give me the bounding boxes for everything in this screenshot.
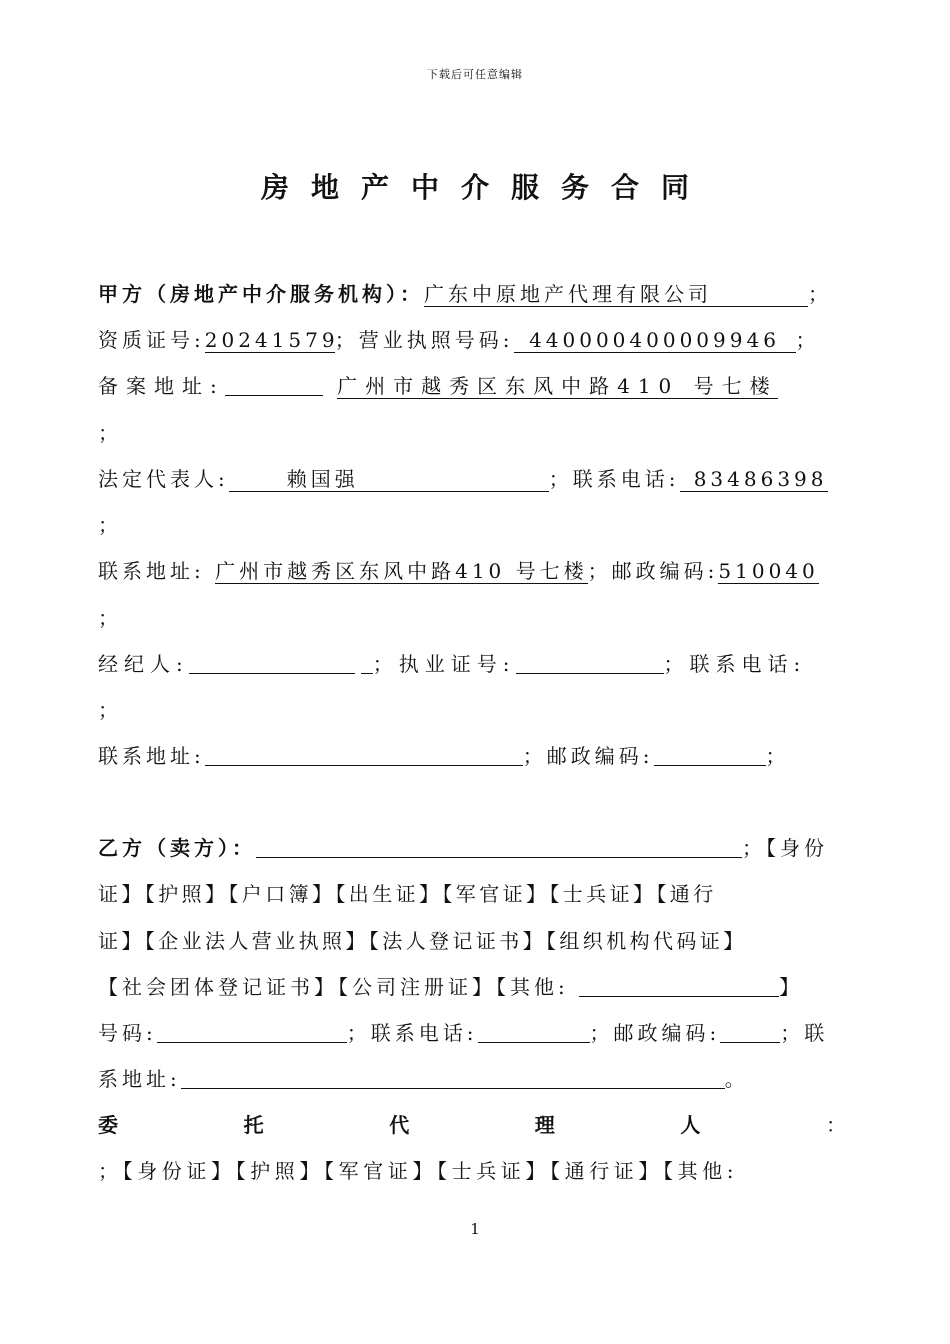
semicolon: ； bbox=[765, 744, 790, 768]
party-b-id-types-1: ；【身份 bbox=[742, 836, 828, 860]
label-char: 人 bbox=[680, 1113, 705, 1137]
agent-label: 经纪人: bbox=[98, 652, 189, 676]
semicolon-line: ； bbox=[98, 606, 122, 630]
other-id-blank bbox=[579, 976, 779, 997]
filing-address-value: 广州市越秀区东风中路410 号七楼 bbox=[337, 374, 778, 398]
party-b-address-label: 系地址: bbox=[98, 1067, 181, 1091]
party-b-postcode-blank bbox=[720, 1022, 780, 1043]
filing-address-label: 备案地址: bbox=[98, 374, 225, 398]
postcode-value: 510040 bbox=[718, 559, 819, 583]
party-a-line bbox=[98, 281, 850, 307]
cert-label: ；执业证号: bbox=[372, 652, 516, 676]
phone-value: 83486398 bbox=[680, 468, 828, 492]
legal-rep-label: 法定代表人: bbox=[98, 467, 229, 491]
label-char: 委 bbox=[98, 1113, 122, 1137]
party-b-number-line bbox=[98, 1020, 850, 1046]
header-note: 下载后可任意编辑 bbox=[427, 68, 523, 81]
bracket-close: 】 bbox=[779, 975, 804, 999]
label-char: 理 bbox=[534, 1113, 559, 1137]
legal-rep-line bbox=[98, 466, 850, 492]
address-head: ；联 bbox=[780, 1021, 829, 1045]
document-title: 房地产中介服务合同 bbox=[260, 171, 711, 204]
agent-line bbox=[98, 651, 850, 677]
agent-phone-label: ；联系电话: bbox=[663, 652, 807, 676]
contact-address-label: 联系地址: bbox=[98, 559, 205, 583]
phone-label: ；联系电话: bbox=[548, 467, 680, 491]
number-label: 号码: bbox=[98, 1021, 157, 1045]
agent-address-line bbox=[98, 743, 850, 769]
party-b-id-types-2: 证】【护照】【户口簿】【出生证】【军官证】【士兵证】【通行 bbox=[98, 882, 717, 906]
label-char: 代 bbox=[389, 1113, 414, 1137]
postcode-label: ；邮政编码: bbox=[587, 559, 719, 583]
filing-address-line bbox=[98, 373, 850, 399]
qualification-line bbox=[98, 327, 850, 353]
filing-address-blank bbox=[225, 375, 323, 396]
party-b-id-types-4 bbox=[98, 974, 850, 1000]
agent-principal-label bbox=[98, 1112, 850, 1138]
license-label: ；营业执照号码: bbox=[334, 328, 514, 352]
agent-address-label: 联系地址: bbox=[98, 744, 205, 768]
party-b-phone-blank bbox=[478, 1022, 590, 1043]
label-char: 托 bbox=[243, 1113, 268, 1137]
party-a-label: 甲方（房地产中介服务机构）： bbox=[98, 282, 424, 306]
agent-postcode-blank bbox=[654, 745, 766, 766]
period: 。 bbox=[724, 1067, 749, 1091]
semicolon: ； bbox=[808, 282, 832, 306]
contact-address-value: 广州市越秀区东风中路410 号七楼 bbox=[215, 559, 588, 583]
party-b-address-line bbox=[98, 1066, 850, 1092]
agent-blank-2 bbox=[361, 653, 373, 674]
legal-rep-value: 赖国强 bbox=[229, 468, 549, 492]
party-b-address-blank bbox=[181, 1068, 725, 1089]
agent-postcode-label: ；邮政编码: bbox=[522, 744, 654, 768]
qualification-label: 资质证号: bbox=[98, 328, 205, 352]
license-number: 440000400009946 bbox=[514, 329, 796, 353]
number-blank bbox=[157, 1022, 347, 1043]
party-b-postcode-label: ；邮政编码: bbox=[589, 1021, 721, 1045]
cert-blank bbox=[516, 653, 664, 674]
party-b-label: 乙方（卖方）： bbox=[98, 836, 256, 860]
semicolon-line: ； bbox=[98, 698, 122, 722]
party-a-name: 广东中原地产代理有限公司 bbox=[424, 283, 808, 307]
party-b-line bbox=[98, 835, 850, 861]
other-id-label: 【社会团体登记证书】【公司注册证】【其他: bbox=[98, 975, 569, 999]
label-char: ： bbox=[825, 1113, 850, 1137]
qualification-number: 20241579 bbox=[204, 328, 339, 352]
contact-address-line bbox=[98, 558, 850, 584]
agent-blank bbox=[189, 653, 355, 674]
semicolon-line: ； bbox=[98, 513, 122, 537]
party-b-id-types-3: 证】【企业法人营业执照】【法人登记证书】【组织机构代码证】 bbox=[98, 929, 747, 953]
page-number: 1 bbox=[470, 1220, 480, 1238]
agent-principal-id-types: ；【身份证】【护照】【军官证】【士兵证】【通行证】【其他: bbox=[98, 1159, 739, 1183]
party-b-phone-label: ；联系电话: bbox=[346, 1021, 478, 1045]
semicolon: ； bbox=[795, 328, 820, 352]
agent-address-blank bbox=[205, 745, 523, 766]
semicolon-line: ； bbox=[98, 421, 122, 445]
party-b-name-blank bbox=[256, 837, 742, 858]
